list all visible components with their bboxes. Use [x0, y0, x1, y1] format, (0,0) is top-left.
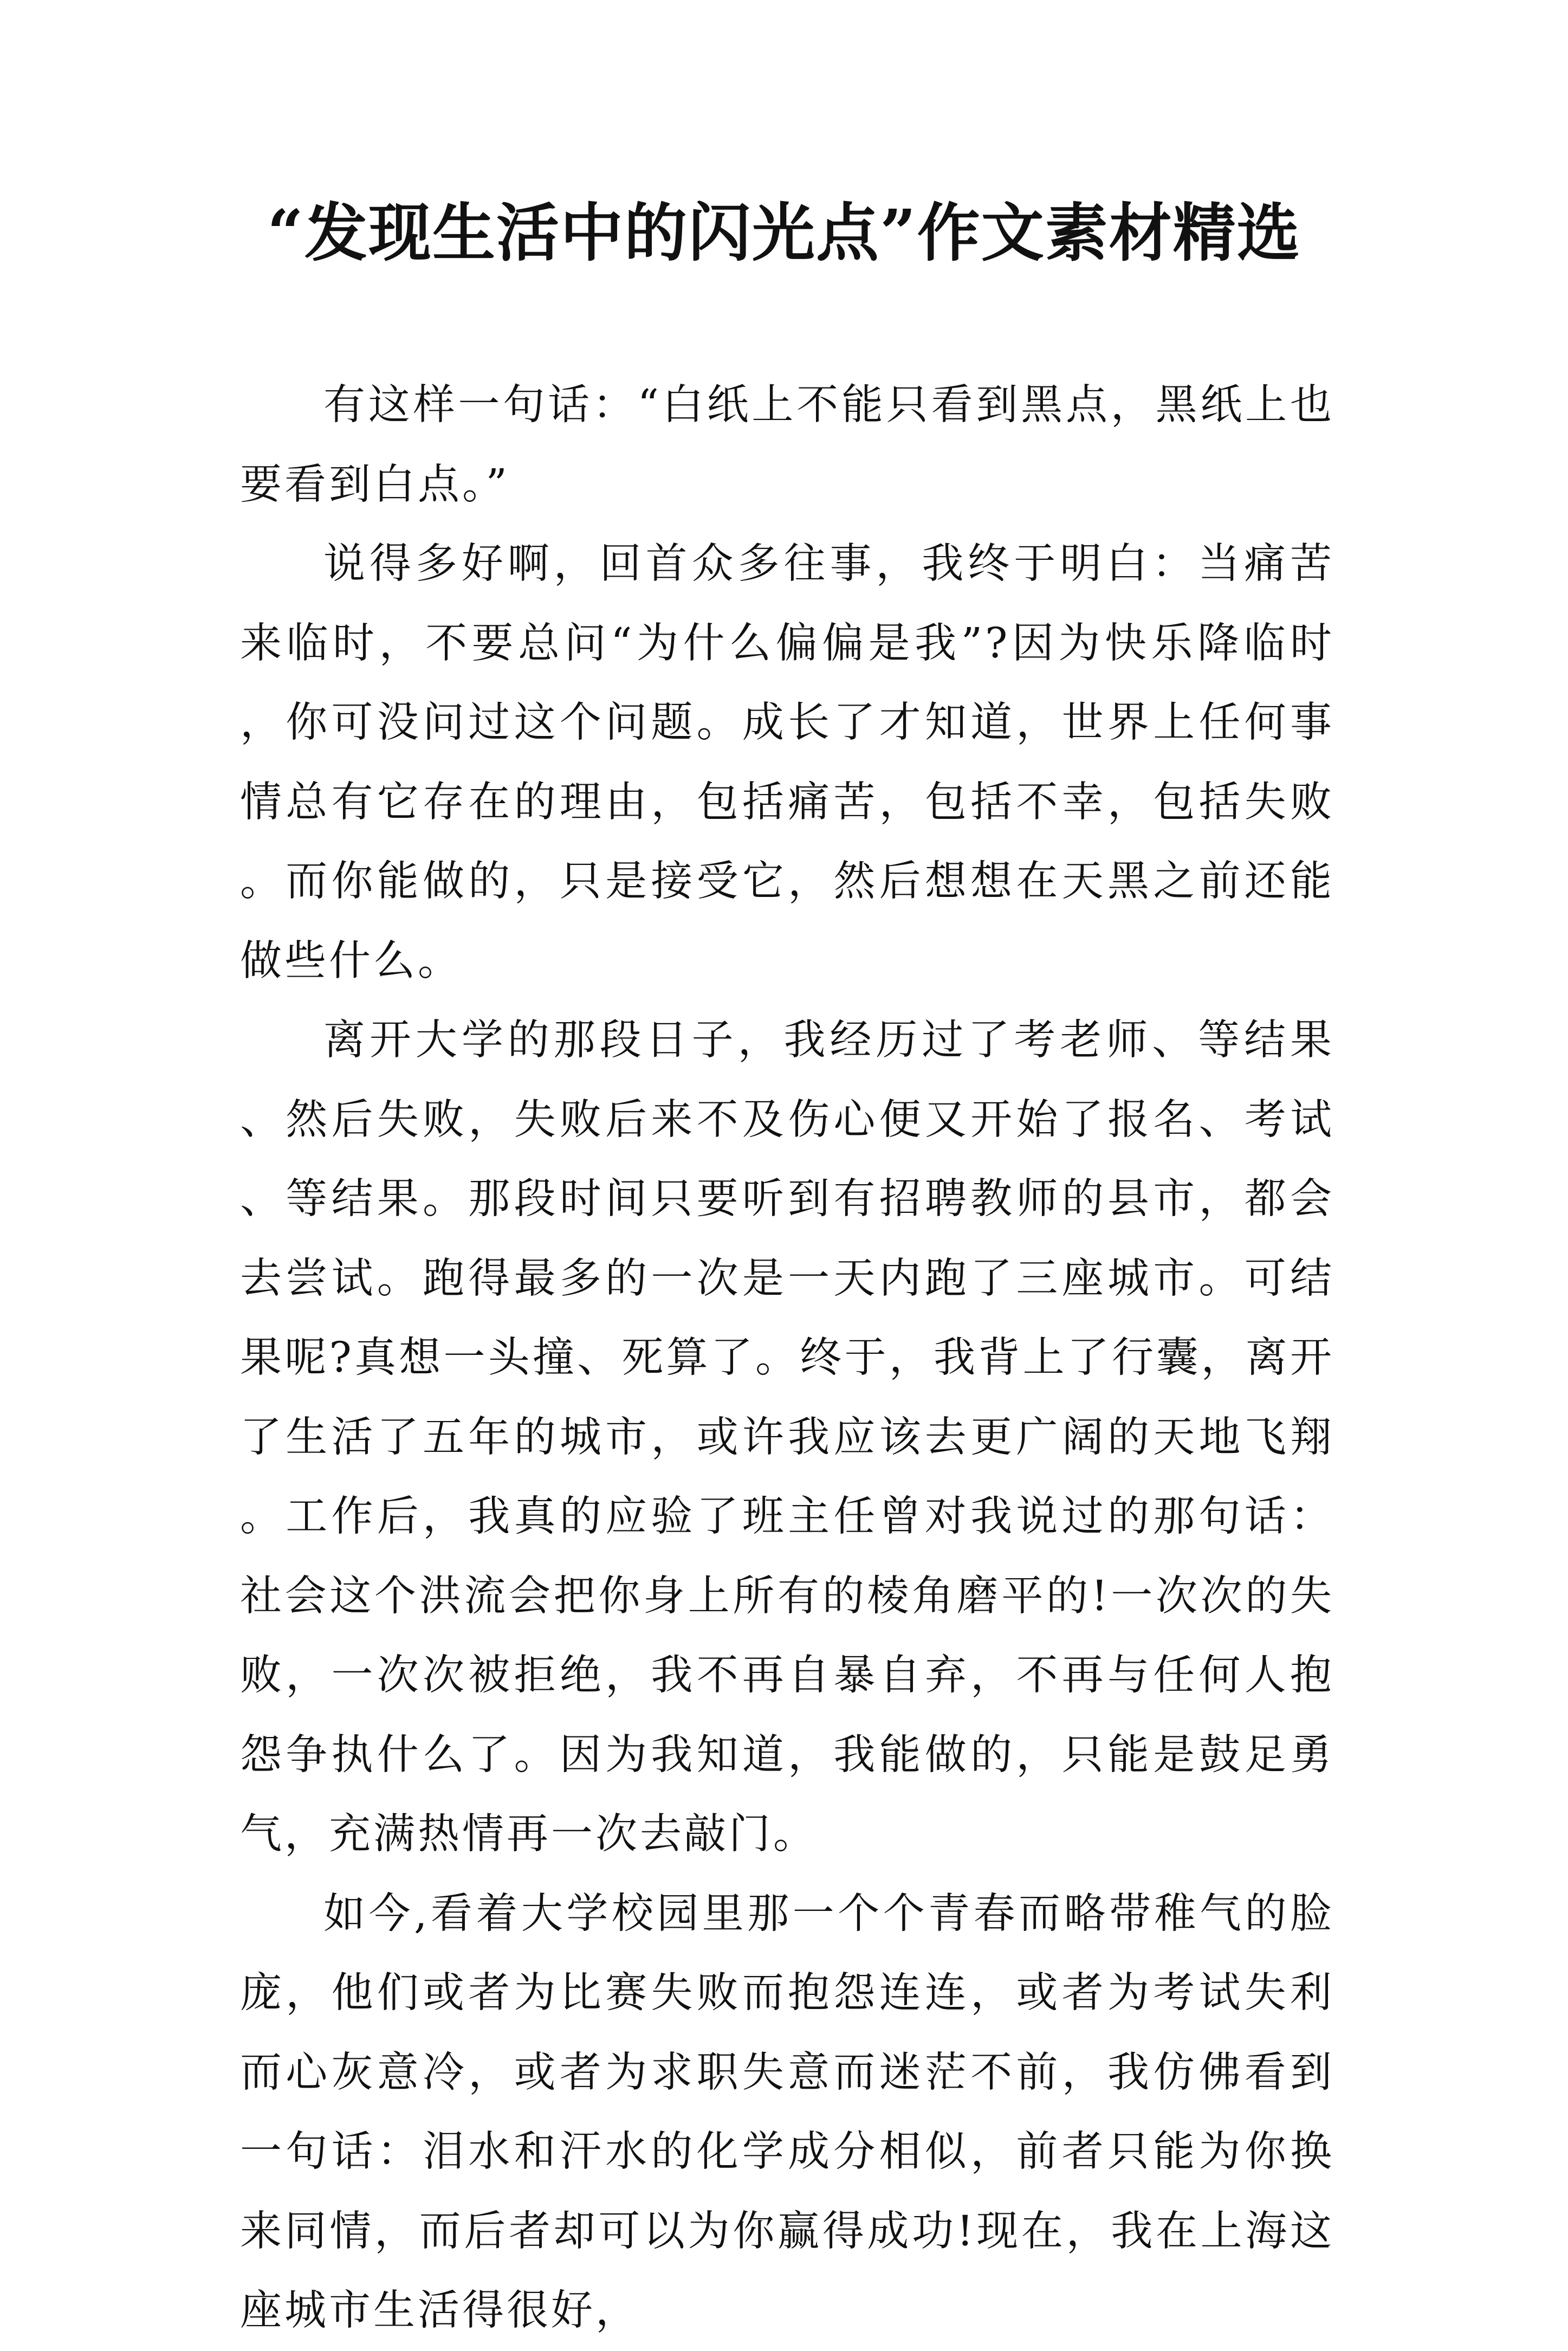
- document-body: [240, 366, 1334, 2351]
- document-title: “发现生活中的闪光点”作文素材精选: [267, 196, 1301, 270]
- paragraph-4: 如今,看着大学校园里那一个个青春而略带稚气的脸庞，他们或者为比赛失败而抱怨连连，或者为考试失利而心灰意冷，或者为求职失意而迷茫不前，我仿佛看到一句话：泪水和汗水的化学成分相似，前者只能为你换来同情，而后者却可以为你赢得成功!现在，我在上海这座城市生活得很好，: [240, 1889, 1334, 2335]
- paragraph-2: 说得多好啊，回首众多往事，我终于明白：当痛苦来临时，不要总问“为什么偏偏是我”?因为快乐降临时，你可没问过这个问题。成长了才知道，世界上任何事情总有它存在的理由，包括痛苦，包括不幸，包括失败。而你能做的，只是接受它，然后想想在天黑之前还能做些什么。: [240, 540, 1334, 985]
- paragraph-1: 有这样一句话：“白纸上不能只看到黑点，黑纸上也要看到白点。”: [240, 381, 1334, 509]
- paragraph-3: 离开大学的那段日子，我经历过了考老师、等结果、然后失败，失败后来不及伤心便又开始了报名、考试、等结果。那段时间只要听到有招聘教师的县市，都会去尝试。跑得最多的一次是一天内跑了三座城市。可结果呢?真想一头撞、死算了。终于，我背上了行囊，离开了生活了五年的城市，或许我应该去更广阔的天地飞翔。工作后，我真的应验了班主任曾对我说过的那句话：社会这个洪流会把你身上所有的棱角磨平的!一次次的失败，一次次被拒绝，我不再自暴自弃，不再与任何人抱怨争执什么了。因为我知道，我能做的，只能是鼓足勇气，充满热情再一次去敲门。: [240, 1016, 1334, 1858]
